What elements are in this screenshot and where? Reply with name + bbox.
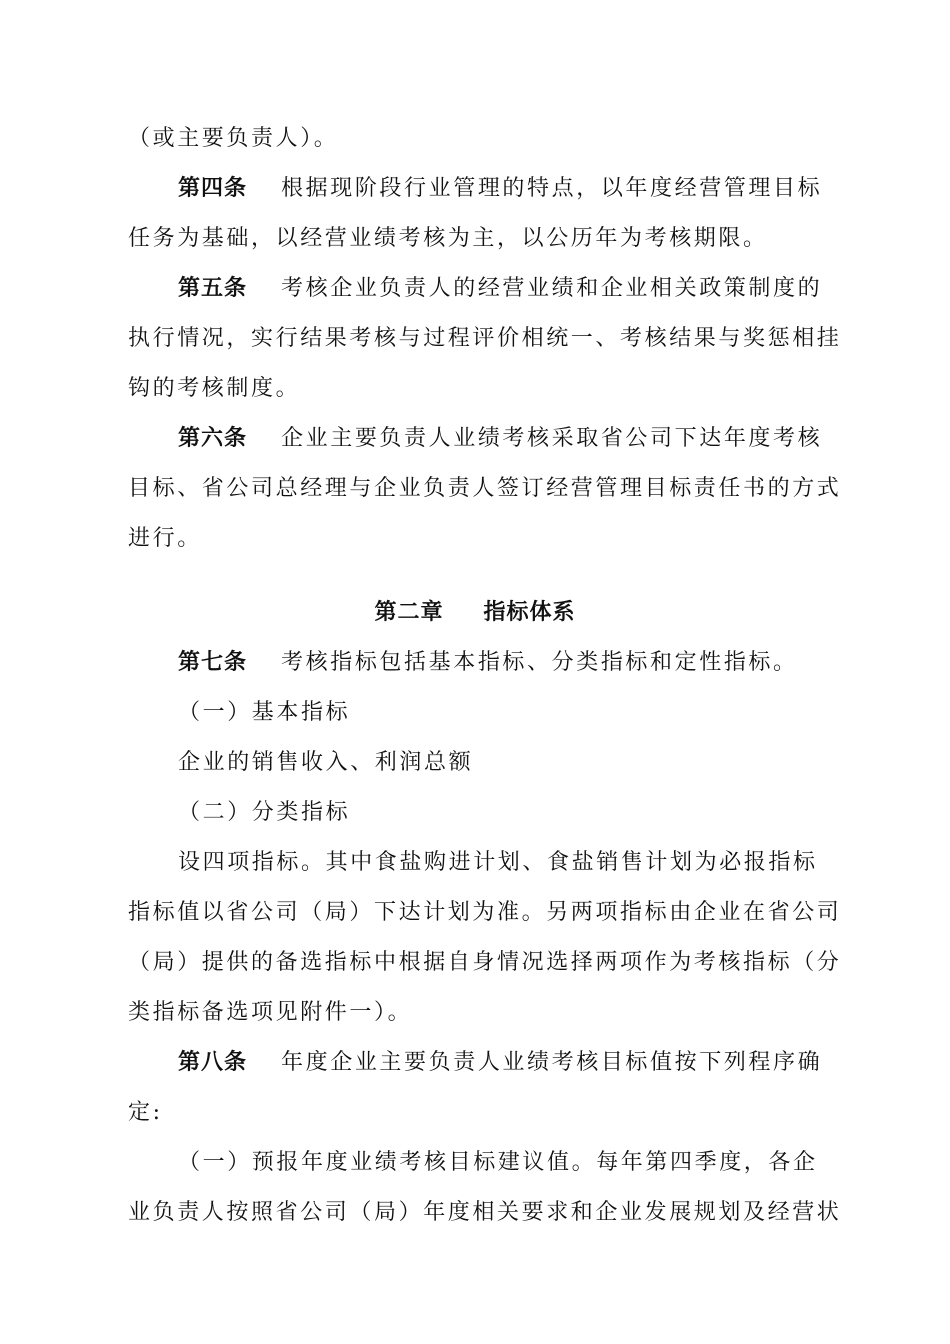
article-7-line-1: 第七条 考核指标包括基本指标、分类指标和定性指标。 bbox=[178, 650, 798, 675]
article-heading: 第六条 bbox=[178, 426, 248, 451]
chapter-number: 第二章 bbox=[374, 600, 444, 625]
article-heading: 第四条 bbox=[178, 176, 248, 201]
text-line: （一）基本指标 bbox=[178, 700, 351, 725]
text-line: 企业的销售收入、利润总额 bbox=[178, 750, 474, 775]
text-line: 设四项指标。其中食盐购进计划、食盐销售计划为必报指标 bbox=[178, 850, 818, 875]
text-line: 业负责人按照省公司（局）年度相关要求和企业发展规划及经营状 bbox=[128, 1200, 842, 1225]
text-line: （或主要负责人）。 bbox=[128, 126, 339, 151]
chapter-title bbox=[0, 598, 950, 628]
text-line: 执行情况，实行结果考核与过程评价相统一、考核结果与奖惩相挂 bbox=[128, 326, 842, 351]
text-line: 定: bbox=[128, 1100, 163, 1125]
article-4-line-1: 第四条 根据现阶段行业管理的特点，以年度经营管理目标 bbox=[178, 176, 823, 201]
article-5-line-1: 第五条 考核企业负责人的经营业绩和企业相关政策制度的 bbox=[178, 276, 823, 301]
chapter-name: 指标体系 bbox=[483, 600, 576, 625]
article-heading: 第七条 bbox=[178, 650, 248, 675]
text-line: （二）分类指标 bbox=[178, 800, 351, 825]
text-line: 进行。 bbox=[128, 526, 202, 551]
text-line: 指标值以省公司（局）下达计划为准。另两项指标由企业在省公司 bbox=[128, 900, 842, 925]
article-6-line-1: 第六条 企业主要负责人业绩考核采取省公司下达年度考核 bbox=[178, 426, 823, 451]
text-line: （一）预报年度业绩考核目标建议值。每年第四季度，各企 bbox=[178, 1150, 818, 1175]
text-line: 钩的考核制度。 bbox=[128, 376, 301, 401]
text-line: 目标、省公司总经理与企业负责人签订经营管理目标责任书的方式 bbox=[128, 476, 842, 501]
article-heading: 第五条 bbox=[178, 276, 248, 301]
text-line: （局）提供的备选指标中根据自身情况选择两项作为考核指标（分 bbox=[128, 950, 842, 975]
article-heading: 第八条 bbox=[178, 1050, 248, 1075]
text-line: 类指标备选项见附件一）。 bbox=[128, 1000, 413, 1025]
article-8-line-1: 第八条 年度企业主要负责人业绩考核目标值按下列程序确 bbox=[178, 1050, 823, 1075]
text-line: 任务为基础，以经营业绩考核为主，以公历年为考核期限。 bbox=[128, 226, 768, 251]
